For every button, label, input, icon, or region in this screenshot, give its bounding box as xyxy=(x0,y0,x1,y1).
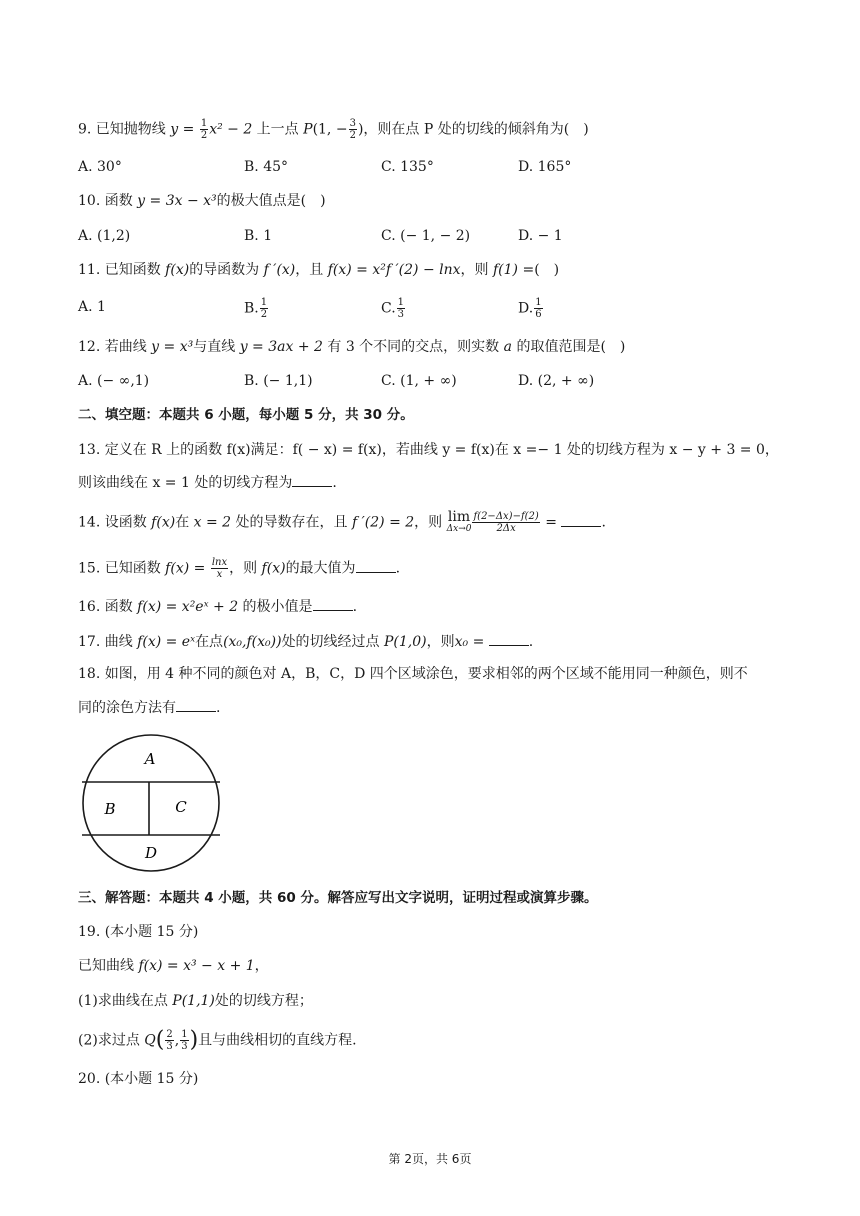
section-answer-heading: 三、解答题：本题共 4 小题，共 60 分。解答应写出文字说明，证明过程或演算步骤。 xyxy=(78,890,598,906)
question-13-line-2: 则该曲线在 x = 1 处的切线方程为 . xyxy=(78,472,337,493)
q11-option-c: C. $\frac{1}{3}$ xyxy=(381,297,405,320)
limit-operator: lim Δx→0 xyxy=(446,509,472,534)
q9-option-a: A. 30° xyxy=(78,159,122,175)
q9-point: P xyxy=(303,121,313,138)
answer-blank xyxy=(313,596,353,611)
q11-options xyxy=(78,297,778,323)
q9-suffix: ，则在点 P 处的切线的倾斜角为( ) xyxy=(363,121,589,138)
q11-option-b: B. $\frac{1}{2}$ xyxy=(244,297,268,320)
q12-option-b: B. (− 1,1) xyxy=(244,373,313,389)
question-18-line-2: 同的涂色方法有 . xyxy=(78,697,220,718)
question-9: 9. 已知抛物线 y = $\frac{1}{2}$ x² − 2 上一点 P(1, − $\frac{3}{2}$ )，则在点 P 处的切线的倾斜角为( ) xyxy=(78,118,589,141)
answer-blank xyxy=(176,697,216,712)
answer-blank xyxy=(292,472,332,487)
question-17: 17. 曲线 f(x) = eˣ在点(x₀,f(x₀))处的切线经过点 P(1,0)，则x₀ = . xyxy=(78,631,533,652)
q9-option-b: B. 45° xyxy=(244,159,289,175)
q10-options xyxy=(78,226,778,246)
q9-option-c: C. 135° xyxy=(381,159,434,175)
q11-option-a: A. 1 xyxy=(78,299,106,315)
q12-option-a: A. (− ∞,1) xyxy=(78,373,150,389)
q9-curve: y = xyxy=(170,121,199,138)
question-19-part-2: (2)求过点 Q( $\frac{2}{3}$ , $\frac{1}{3}$ )且与曲线相切的直线方程. xyxy=(78,1027,357,1053)
answer-blank xyxy=(561,512,601,527)
question-19-given: 已知曲线 f(x) = x³ − x + 1， xyxy=(78,958,269,974)
answer-blank xyxy=(356,558,396,573)
region-d-label: D xyxy=(144,844,158,862)
q10-expr: y = 3x − x³ xyxy=(137,193,217,209)
q10-option-a: A. (1,2) xyxy=(78,228,131,244)
q12-option-c: C. (1, + ∞) xyxy=(381,373,457,389)
q9-options xyxy=(78,157,778,177)
q11-option-d: D. $\frac{1}{6}$ xyxy=(518,297,542,320)
region-coloring-diagram xyxy=(80,733,222,873)
question-19-part-1: (1)求曲线在点 P(1,1)处的切线方程； xyxy=(78,993,313,1009)
q10-option-d: D. − 1 xyxy=(518,228,563,244)
question-20-header: 20. (本小题 15 分) xyxy=(78,1071,199,1087)
answer-blank xyxy=(489,631,529,646)
q15-fraction: $\frac{\ln x}{x}$ xyxy=(211,557,228,580)
question-13-line-1: 13. 定义在 R 上的函数 f(x)满足：f( − x) = f(x)，若曲线 y = f(x)在 x =− 1 处的切线方程为 x − y + 3 = 0， xyxy=(78,442,779,458)
question-11: 11. 已知函数 f(x)的导函数为 f ′(x)，且 f(x) = x²f ′(2) − lnx，则 f(1) =( ) xyxy=(78,262,560,278)
section-fill-in-heading: 二、填空题：本题共 6 小题，每小题 5 分，共 30 分。 xyxy=(78,407,414,423)
q12-options xyxy=(78,371,778,391)
q9-curve-rest: x² − 2 xyxy=(209,121,253,138)
page-footer: 第 2页，共 6页 xyxy=(388,1152,472,1166)
q10-option-b: B. 1 xyxy=(244,228,273,244)
region-a-label: A xyxy=(144,750,156,768)
region-c-label: C xyxy=(175,798,187,816)
q14-fraction: $\frac{f(2-\Delta x)-f(2)}{2\Delta x}$ xyxy=(473,511,539,534)
question-19-header: 19. (本小题 15 分) xyxy=(78,924,199,940)
q12-option-d: D. (2, + ∞) xyxy=(518,373,595,389)
question-14: 14. 设函数 f(x)在 x = 2 处的导数存在，且 f ′(2) = 2，则 lim Δx→0 $\frac{f(2-\Delta x)-f(2)}{2\Delta x}$ = . xyxy=(78,509,606,534)
q9-option-d: D. 165° xyxy=(518,159,572,175)
region-b-label: B xyxy=(104,800,116,818)
question-10: 10. 函数 y = 3x − x³的极大值点是( ) xyxy=(78,193,326,209)
question-15: 15. 已知函数 f(x) = $\frac{\ln x}{x}$ ，则 f(x)的最大值为 . xyxy=(78,557,401,580)
q11-equation: f(x) = x²f ′(2) − lnx xyxy=(327,262,461,278)
question-18-line-1: 18. 如图，用 4 种不同的颜色对 A，B，C，D 四个区域涂色，要求相邻的两个区域不能用同一种颜色，则不 xyxy=(78,666,748,682)
q9-point-fraction: $\frac{3}{2}$ xyxy=(349,118,356,141)
q10-option-c: C. (− 1, − 2) xyxy=(381,228,471,244)
question-16: 16. 函数 f(x) = x²eˣ + 2 的极小值是 . xyxy=(78,596,357,617)
q9-fraction: $\frac{1}{2}$ xyxy=(200,118,208,141)
q9-prefix: 9. 已知抛物线 xyxy=(78,121,171,138)
question-12: 12. 若曲线 y = x³与直线 y = 3ax + 2 有 3 个不同的交点，则实数 a 的取值范围是( ) xyxy=(78,339,626,355)
